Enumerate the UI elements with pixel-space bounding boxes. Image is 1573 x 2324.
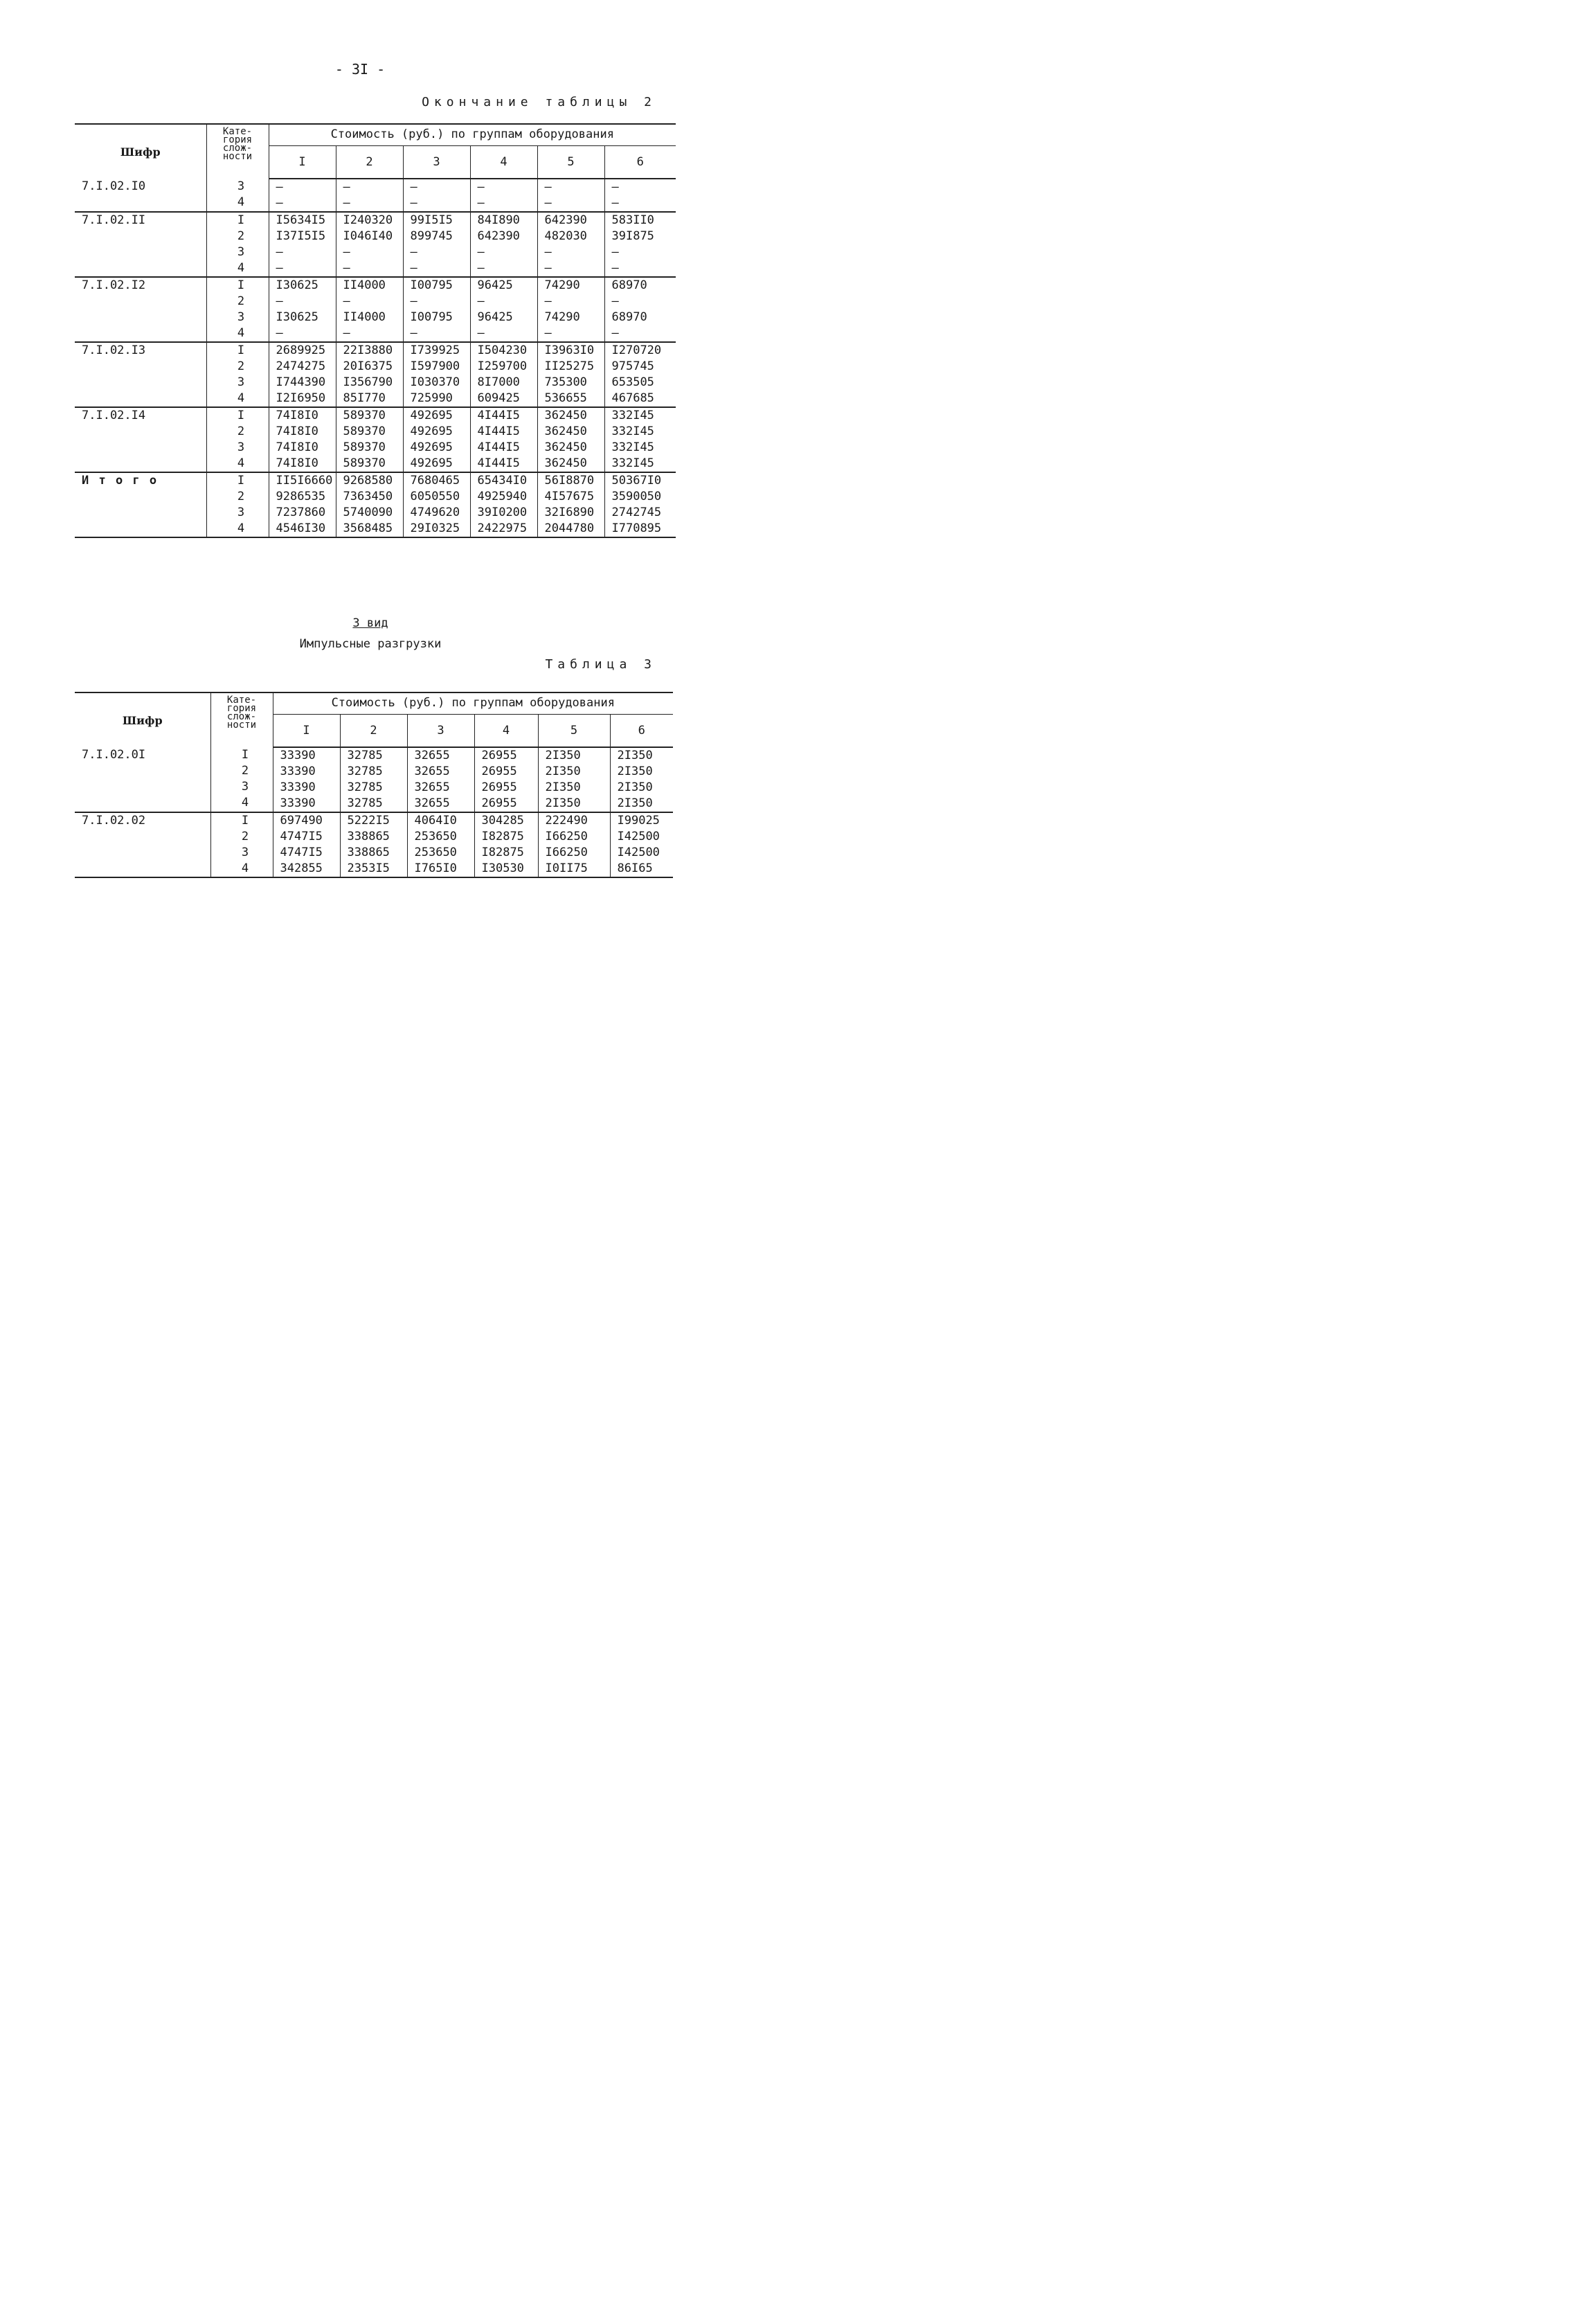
cost-cell: – [276, 245, 283, 259]
cost-cell: – [544, 245, 552, 259]
cost-cell: 697490 [280, 814, 323, 828]
cost-cell: I356790 [343, 375, 393, 389]
cost-cell: 4925940 [477, 490, 528, 503]
cost-cell: 29I0325 [410, 521, 460, 535]
cost-cell: 362450 [544, 409, 587, 422]
cost-cell: 492695 [410, 440, 453, 454]
cost-cell: 56I8870 [544, 474, 595, 488]
table2 [75, 123, 676, 538]
category-cell: 2 [237, 229, 245, 243]
cost-cell: – [611, 261, 619, 275]
cost-cell: 8I7000 [477, 375, 520, 389]
cost-cell: – [477, 245, 485, 259]
cost-cell: 65434I0 [477, 474, 528, 488]
cost-cell: 338865 [347, 830, 390, 843]
category-cell: 3 [237, 310, 245, 324]
cost-cell: 332I45 [611, 424, 654, 438]
cost-cell: – [477, 261, 485, 275]
category-cell: 2 [237, 359, 245, 373]
cost-cell: 74I8I0 [276, 424, 318, 438]
cost-cell: – [410, 245, 417, 259]
cost-cell: 725990 [410, 391, 453, 405]
equipment-group-header: 3 [403, 146, 470, 179]
cost-cell: 332I45 [611, 456, 654, 470]
category-cell: I [241, 814, 249, 828]
category-cell: I [237, 213, 245, 227]
section-kind: 3 вид [352, 616, 388, 630]
equipment-group-header: 4 [474, 715, 538, 748]
cost-cell: 33390 [280, 749, 316, 762]
equipment-group-header: 6 [604, 146, 676, 179]
cost-cell: 2I350 [545, 765, 581, 778]
category-cell: 4 [237, 391, 245, 405]
cost-cell: 342855 [280, 861, 323, 875]
row-code: 7.I.02.I0 [82, 179, 146, 193]
cost-cell: I0II75 [545, 861, 588, 875]
category-header-line: Кате- [222, 126, 253, 137]
cost-cell: I739925 [410, 343, 460, 357]
cost-cell: 253650 [414, 830, 457, 843]
category-cell: 4 [237, 456, 245, 470]
cost-cell: – [343, 261, 350, 275]
table-row [75, 812, 673, 877]
category-cell: 4 [237, 261, 245, 275]
category-cell: 3 [237, 375, 245, 389]
cost-cell: 74290 [544, 310, 580, 324]
cost-cell: 589370 [343, 424, 386, 438]
row-code: 7.I.02.I2 [82, 278, 146, 292]
table2-caption: Окончание таблицы 2 [422, 95, 656, 109]
cost-cell: 9286535 [276, 490, 326, 503]
cost-cell: – [544, 261, 552, 275]
cost-cell: 32785 [347, 780, 383, 794]
cost-cell: II4000 [343, 310, 386, 324]
category-header [206, 124, 269, 179]
cost-cell: 68970 [611, 278, 647, 292]
cost-cell: 32I6890 [544, 506, 595, 519]
cost-cell: 3590050 [611, 490, 662, 503]
cost-cell: 22I3880 [343, 343, 393, 357]
cost-cell: – [611, 245, 619, 259]
cost-cell: 492695 [410, 409, 453, 422]
cost-cell: 7680465 [410, 474, 460, 488]
cost-cell: 2689925 [276, 343, 326, 357]
cost-cell: I42500 [617, 830, 660, 843]
cost-cell: – [410, 261, 417, 275]
cost-cell: I00795 [410, 278, 453, 292]
cost-cell: – [611, 326, 619, 340]
table3-caption: Таблица 3 [545, 657, 656, 672]
category-cell: 4 [237, 521, 245, 535]
cost-cell: I42500 [617, 846, 660, 859]
cost-cell: 338865 [347, 846, 390, 859]
cost-cell: I66250 [545, 846, 588, 859]
category-cell: I [237, 278, 245, 292]
cost-cell: 2I350 [617, 796, 653, 810]
cost-cell: I2I6950 [276, 391, 326, 405]
cost-cell: 39I0200 [477, 506, 528, 519]
cost-cell: 2I350 [545, 749, 581, 762]
cost-cell: – [477, 196, 485, 210]
cost-cell: – [343, 196, 350, 210]
cost-cell: 3568485 [343, 521, 393, 535]
category-cell: I [237, 474, 245, 488]
cost-cell: 362450 [544, 440, 587, 454]
cost-cell: 33390 [280, 765, 316, 778]
cost-cell: 2474275 [276, 359, 326, 373]
category-header-line: ности [222, 151, 253, 162]
table-row [75, 472, 676, 537]
cost-cell: 4I44I5 [477, 456, 520, 470]
cost-cell: II4000 [343, 278, 386, 292]
equipment-group-header: 2 [336, 146, 403, 179]
cost-cell: I240320 [343, 213, 393, 227]
cost-cell: 74290 [544, 278, 580, 292]
category-cell: 2 [237, 294, 245, 308]
cost-cell: 32785 [347, 796, 383, 810]
cost-cell: 2I350 [617, 780, 653, 794]
cost-cell: – [276, 180, 283, 194]
cost-cell: 362450 [544, 456, 587, 470]
cost-cell: 99I5I5 [410, 213, 453, 227]
category-header-line: гория [226, 703, 257, 714]
equipment-group-header: 3 [407, 715, 474, 748]
equipment-group-header: 4 [470, 146, 537, 179]
cost-cell: – [410, 196, 417, 210]
code-header: Шифр [75, 692, 210, 747]
cost-cell: 2422975 [477, 521, 528, 535]
equipment-group-header: I [269, 146, 336, 179]
equipment-group-header: 5 [538, 715, 610, 748]
cost-cell: 2I350 [617, 765, 653, 778]
cost-cell: I99025 [617, 814, 660, 828]
cost-cell: – [544, 180, 552, 194]
cost-cell: 2I350 [545, 796, 581, 810]
cost-cell: 492695 [410, 456, 453, 470]
cost-cell: 6050550 [410, 490, 460, 503]
category-cell: I [241, 748, 249, 762]
cost-cell: I270720 [611, 343, 662, 357]
cost-cell: 26955 [481, 765, 517, 778]
cost-cell: 33390 [280, 796, 316, 810]
cost-cell: I259700 [477, 359, 528, 373]
category-cell: 3 [241, 780, 249, 794]
cost-cell: I37I5I5 [276, 229, 326, 243]
cost-cell: – [343, 326, 350, 340]
cost-cell: 39I875 [611, 229, 654, 243]
cost-cell: 32785 [347, 749, 383, 762]
cost-cell: I3963I0 [544, 343, 595, 357]
row-code: 7.I.02.I3 [82, 343, 146, 357]
cost-cell: 7237860 [276, 506, 326, 519]
cost-cell: 2353I5 [347, 861, 390, 875]
cost-cell: 86I65 [617, 861, 653, 875]
cost-cell: 32655 [414, 780, 450, 794]
cost-cell: – [477, 180, 485, 194]
cost-cell: II25275 [544, 359, 595, 373]
category-header-line: слож- [226, 711, 257, 722]
table-row [75, 342, 676, 407]
cost-group-header: Стоимость (руб.) по группам оборудования [273, 692, 673, 715]
cost-cell: 5740090 [343, 506, 393, 519]
cost-cell: – [276, 326, 283, 340]
category-cell: 3 [237, 506, 245, 519]
category-header-line: Кате- [226, 695, 257, 706]
cost-cell: 899745 [410, 229, 453, 243]
cost-cell: 4I44I5 [477, 409, 520, 422]
row-code: 7.I.02.0I [82, 748, 146, 762]
cost-cell: 975745 [611, 359, 654, 373]
cost-cell: 2I350 [545, 780, 581, 794]
cost-cell: 583II0 [611, 213, 654, 227]
cost-cell: 589370 [343, 456, 386, 470]
cost-cell: – [343, 245, 350, 259]
row-code: И т о г о [82, 474, 159, 488]
cost-cell: – [477, 294, 485, 308]
category-cell: I [237, 409, 245, 422]
cost-cell: – [611, 180, 619, 194]
cost-cell: I770895 [611, 521, 662, 535]
cost-cell: I597900 [410, 359, 460, 373]
category-cell: 4 [237, 195, 245, 209]
cost-cell: 33390 [280, 780, 316, 794]
cost-cell: 32655 [414, 749, 450, 762]
cost-cell: 2742745 [611, 506, 662, 519]
category-header-line: слож- [222, 143, 253, 154]
cost-cell: – [544, 294, 552, 308]
cost-cell: I66250 [545, 830, 588, 843]
cost-cell: 589370 [343, 409, 386, 422]
equipment-group-header: 2 [340, 715, 407, 748]
table-row [75, 277, 676, 342]
cost-cell: I030370 [410, 375, 460, 389]
cost-cell: – [410, 326, 417, 340]
cost-cell: – [611, 196, 619, 210]
cost-cell: 85I770 [343, 391, 386, 405]
category-cell: 4 [241, 796, 249, 810]
table-row [75, 407, 676, 472]
cost-cell: II5I6660 [276, 474, 333, 488]
cost-cell: I504230 [477, 343, 528, 357]
cost-cell: 482030 [544, 229, 587, 243]
row-code: 7.I.02.II [82, 213, 146, 227]
cost-cell: 492695 [410, 424, 453, 438]
category-header [210, 692, 273, 747]
category-cell: 2 [241, 764, 249, 778]
cost-cell: 84I890 [477, 213, 520, 227]
cost-cell: I765I0 [414, 861, 457, 875]
cost-cell: 642390 [477, 229, 520, 243]
category-cell: 4 [241, 861, 249, 875]
cost-cell: 332I45 [611, 440, 654, 454]
cost-cell: – [477, 326, 485, 340]
cost-cell: 32655 [414, 765, 450, 778]
cost-cell: – [276, 261, 283, 275]
cost-cell: 68970 [611, 310, 647, 324]
category-header-line: гория [222, 134, 253, 145]
table-row [75, 179, 676, 212]
cost-cell: 4064I0 [414, 814, 457, 828]
cost-cell: I046I40 [343, 229, 393, 243]
cost-cell: 642390 [544, 213, 587, 227]
cost-cell: 4747I5 [280, 830, 323, 843]
cost-cell: – [544, 326, 552, 340]
cost-cell: 653505 [611, 375, 654, 389]
cost-cell: 589370 [343, 440, 386, 454]
cost-cell: 50367I0 [611, 474, 662, 488]
cost-cell: 20I6375 [343, 359, 393, 373]
cost-cell: 74I8I0 [276, 440, 318, 454]
category-cell: 4 [237, 326, 245, 340]
cost-cell: 26955 [481, 796, 517, 810]
cost-group-header: Стоимость (руб.) по группам оборудования [269, 124, 676, 146]
cost-cell: 4546I30 [276, 521, 326, 535]
cost-cell: – [611, 294, 619, 308]
cost-cell: – [343, 294, 350, 308]
table-row [75, 747, 673, 812]
cost-cell: – [544, 196, 552, 210]
cost-cell: 4749620 [410, 506, 460, 519]
section-title: Импульсные разгрузки [299, 637, 442, 651]
category-cell: 2 [241, 830, 249, 843]
cost-cell: 4I57675 [544, 490, 595, 503]
category-header-line: ности [226, 719, 257, 731]
cost-cell: 74I8I0 [276, 409, 318, 422]
category-cell: I [237, 343, 245, 357]
cost-cell: 4747I5 [280, 846, 323, 859]
cost-cell: I82875 [481, 846, 524, 859]
table3 [75, 692, 673, 878]
cost-cell: 32785 [347, 765, 383, 778]
cost-cell: 332I45 [611, 409, 654, 422]
cost-cell: 735300 [544, 375, 587, 389]
cost-cell: 74I8I0 [276, 456, 318, 470]
cost-cell: – [410, 180, 417, 194]
equipment-group-header: 6 [610, 715, 673, 748]
cost-cell: – [410, 294, 417, 308]
cost-cell: I82875 [481, 830, 524, 843]
cost-cell: 5222I5 [347, 814, 390, 828]
cost-cell: – [276, 196, 283, 210]
cost-cell: 32655 [414, 796, 450, 810]
equipment-group-header: I [273, 715, 340, 748]
cost-cell: 2044780 [544, 521, 595, 535]
cost-cell: – [276, 294, 283, 308]
cost-cell: 96425 [477, 310, 513, 324]
cost-cell: I30625 [276, 310, 318, 324]
cost-cell: 253650 [414, 846, 457, 859]
cost-cell: I30625 [276, 278, 318, 292]
cost-cell: 2I350 [617, 749, 653, 762]
category-cell: 3 [237, 245, 245, 259]
cost-cell: 96425 [477, 278, 513, 292]
cost-cell: 536655 [544, 391, 587, 405]
cost-cell: I5634I5 [276, 213, 326, 227]
cost-cell: I30530 [481, 861, 524, 875]
cost-cell: 609425 [477, 391, 520, 405]
cost-cell: 26955 [481, 780, 517, 794]
category-cell: 3 [241, 846, 249, 859]
cost-cell: 467685 [611, 391, 654, 405]
cost-cell: 26955 [481, 749, 517, 762]
table-row [75, 212, 676, 277]
cost-cell: 4I44I5 [477, 424, 520, 438]
category-cell: 3 [237, 440, 245, 454]
cost-cell: I744390 [276, 375, 326, 389]
cost-cell: 362450 [544, 424, 587, 438]
row-code: 7.I.02.02 [82, 814, 146, 828]
cost-cell: – [343, 180, 350, 194]
cost-cell: 222490 [545, 814, 588, 828]
cost-cell: 9268580 [343, 474, 393, 488]
page-number: - 3I - [334, 61, 386, 78]
category-cell: 2 [237, 424, 245, 438]
cost-cell: 304285 [481, 814, 524, 828]
cost-cell: 4I44I5 [477, 440, 520, 454]
equipment-group-header: 5 [537, 146, 604, 179]
category-cell: 3 [237, 179, 245, 193]
category-cell: 2 [237, 490, 245, 503]
cost-cell: I00795 [410, 310, 453, 324]
code-header: Шифр [75, 124, 206, 179]
cost-cell: 7363450 [343, 490, 393, 503]
row-code: 7.I.02.I4 [82, 409, 146, 422]
